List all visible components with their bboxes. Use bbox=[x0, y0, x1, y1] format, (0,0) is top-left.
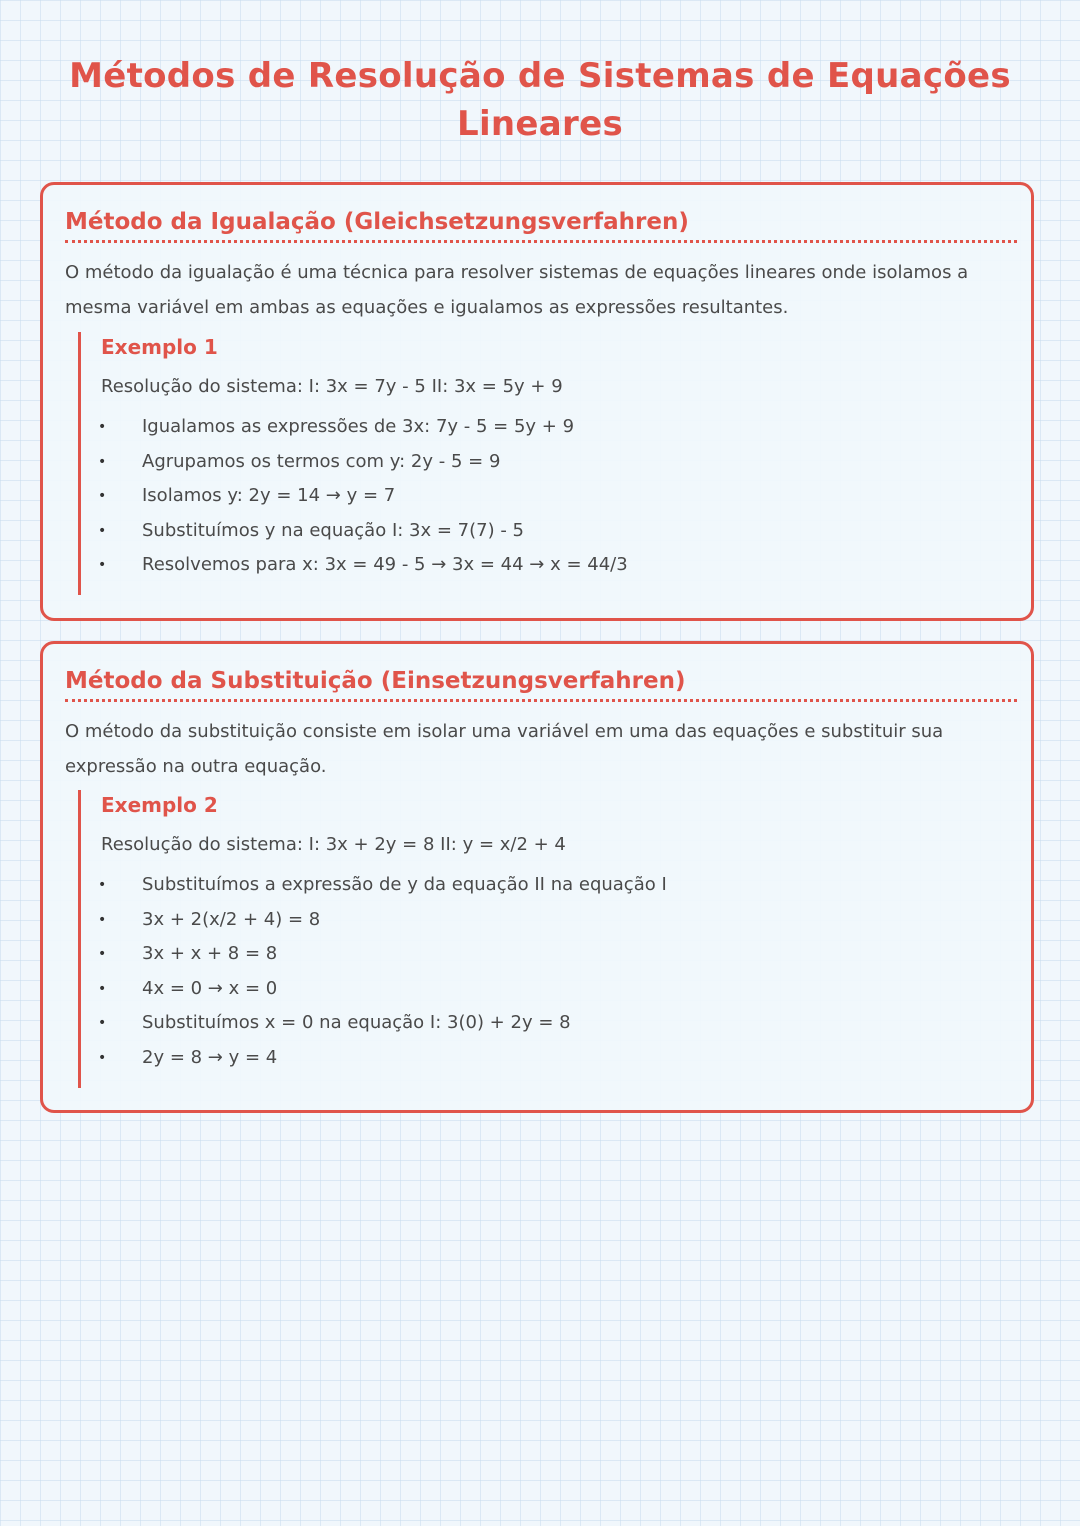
section-heading: Método da Substituição (Einsetzungsverfahren) bbox=[65, 664, 1017, 702]
step-text: Resolvemos para x: 3x = 49 - 5 → 3x = 44 → x = 44/3 bbox=[142, 554, 628, 575]
example-title: Exemplo 2 bbox=[101, 793, 218, 817]
example-intro: Resolução do sistema: I: 3x + 2y = 8 II: y = x/2 + 4 bbox=[101, 834, 566, 855]
step-text: Agrupamos os termos com y: 2y - 5 = 9 bbox=[142, 450, 501, 472]
bullet-icon: • bbox=[98, 453, 107, 470]
list-item bbox=[98, 1006, 978, 1041]
step-text: Substituímos y na equação I: 3x = 7(7) - 5 bbox=[142, 519, 525, 541]
bullet-icon: • bbox=[98, 877, 107, 893]
step-text: Substituímos a expressão de y da equação II na equação I bbox=[142, 874, 667, 895]
list-item bbox=[98, 548, 978, 583]
bullet-icon: • bbox=[98, 1015, 107, 1031]
page-title: Métodos de Resolução de Sistemas de Equações Lineares bbox=[69, 56, 1011, 144]
list-item bbox=[98, 410, 978, 445]
section-description: O método da substituição consiste em isolar uma variável em uma das equações e substituir sua expressão na outra equação. bbox=[65, 721, 944, 777]
section-description: O método da igualação é uma técnica para resolver sistemas de equações lineares onde isolamos a mesma variável em ambas as equações e igualamos as expressões resultantes. bbox=[65, 262, 969, 318]
section-heading: Método da Igualação (Gleichsetzungsverfahren) bbox=[65, 205, 1017, 243]
example-intro: Resolução do sistema: I: 3x = 7y - 5 II: 3x = 5y + 9 bbox=[101, 376, 563, 397]
bullet-icon: • bbox=[98, 980, 107, 997]
method-card-igualacao bbox=[40, 182, 1034, 621]
example-block bbox=[78, 332, 978, 595]
step-text: Igualamos as expressões de 3x: 7y - 5 = 5y + 9 bbox=[142, 416, 575, 437]
list-item bbox=[98, 479, 978, 514]
step-text: 4x = 0 → x = 0 bbox=[142, 977, 278, 999]
step-text: Substituímos x = 0 na equação I: 3(0) + 2y = 8 bbox=[142, 1012, 571, 1033]
bullet-icon: • bbox=[98, 522, 107, 539]
example-steps bbox=[98, 868, 978, 1075]
step-text: 3x + 2(x/2 + 4) = 8 bbox=[142, 908, 321, 930]
bullet-icon: • bbox=[98, 946, 107, 962]
example-steps bbox=[98, 410, 978, 583]
list-item bbox=[98, 937, 978, 972]
bullet-icon: • bbox=[98, 488, 107, 504]
list-item bbox=[98, 445, 978, 480]
list-item bbox=[98, 868, 978, 903]
list-item bbox=[98, 514, 978, 549]
bullet-icon: • bbox=[98, 1049, 107, 1066]
bullet-icon: • bbox=[98, 419, 107, 435]
bullet-icon: • bbox=[98, 557, 107, 573]
example-block bbox=[78, 790, 978, 1088]
example-title: Exemplo 1 bbox=[101, 335, 218, 359]
method-card-substituicao bbox=[40, 641, 1034, 1113]
step-text: 2y = 8 → y = 4 bbox=[142, 1046, 278, 1068]
bullet-icon: • bbox=[98, 911, 107, 928]
step-text: Isolamos y: 2y = 14 → y = 7 bbox=[142, 485, 396, 506]
list-item bbox=[98, 1041, 978, 1076]
list-item bbox=[98, 972, 978, 1007]
list-item bbox=[98, 903, 978, 938]
step-text: 3x + x + 8 = 8 bbox=[142, 943, 278, 964]
